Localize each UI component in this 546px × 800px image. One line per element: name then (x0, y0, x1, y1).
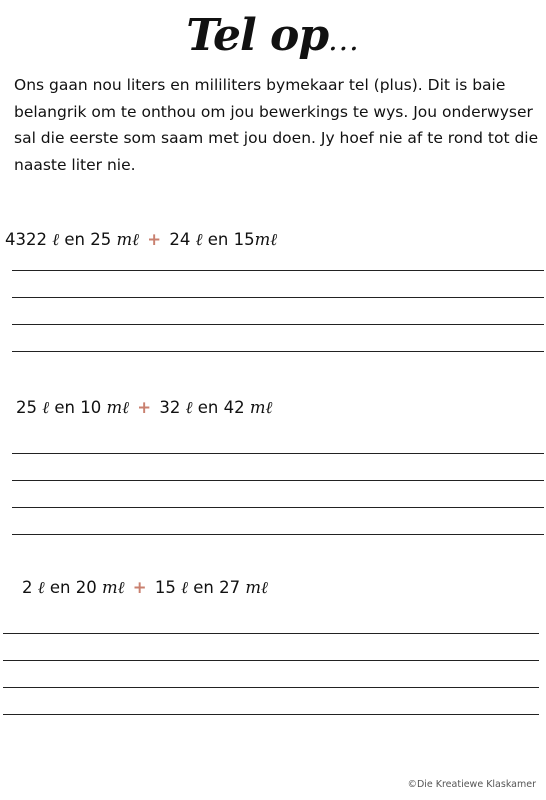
problem-2: 25 ℓ en 10 mℓ + 32 ℓ en 42 mℓ (16, 398, 273, 417)
problem-3: 2 ℓ en 20 mℓ + 15 ℓ en 27 mℓ (22, 578, 268, 597)
worksheet-title: Tel op... (186, 10, 360, 61)
problem-1: 4322 ℓ en 25 mℓ + 24 ℓ en 15mℓ (5, 230, 278, 249)
plus-sign: + (147, 230, 162, 249)
title-ellipsis: ... (328, 23, 360, 58)
plus-sign: + (137, 398, 152, 417)
answer-line[interactable] (12, 351, 544, 352)
plus-sign: + (132, 578, 147, 597)
answer-line[interactable] (3, 633, 539, 634)
copyright-footer: ©Die Kreatiewe Klaskamer (407, 779, 536, 790)
answer-line[interactable] (12, 270, 544, 271)
answer-line[interactable] (12, 324, 544, 325)
answer-line[interactable] (12, 297, 544, 298)
answer-line[interactable] (3, 660, 539, 661)
answer-line[interactable] (12, 480, 544, 481)
answer-line[interactable] (3, 687, 539, 688)
answer-line[interactable] (12, 534, 544, 535)
answer-line[interactable] (12, 507, 544, 508)
answer-line[interactable] (12, 453, 544, 454)
instructions-text: Ons gaan nou liters en mililiters bymekaar tel (plus). Dit is baie belangrik om te onthou om jou bewerkings te wys. Jou onderwyser sal die eerste som saam met jou doen. Jy hoef nie af te rond tot die naaste liter nie. (14, 76, 539, 174)
answer-line[interactable] (3, 714, 539, 715)
